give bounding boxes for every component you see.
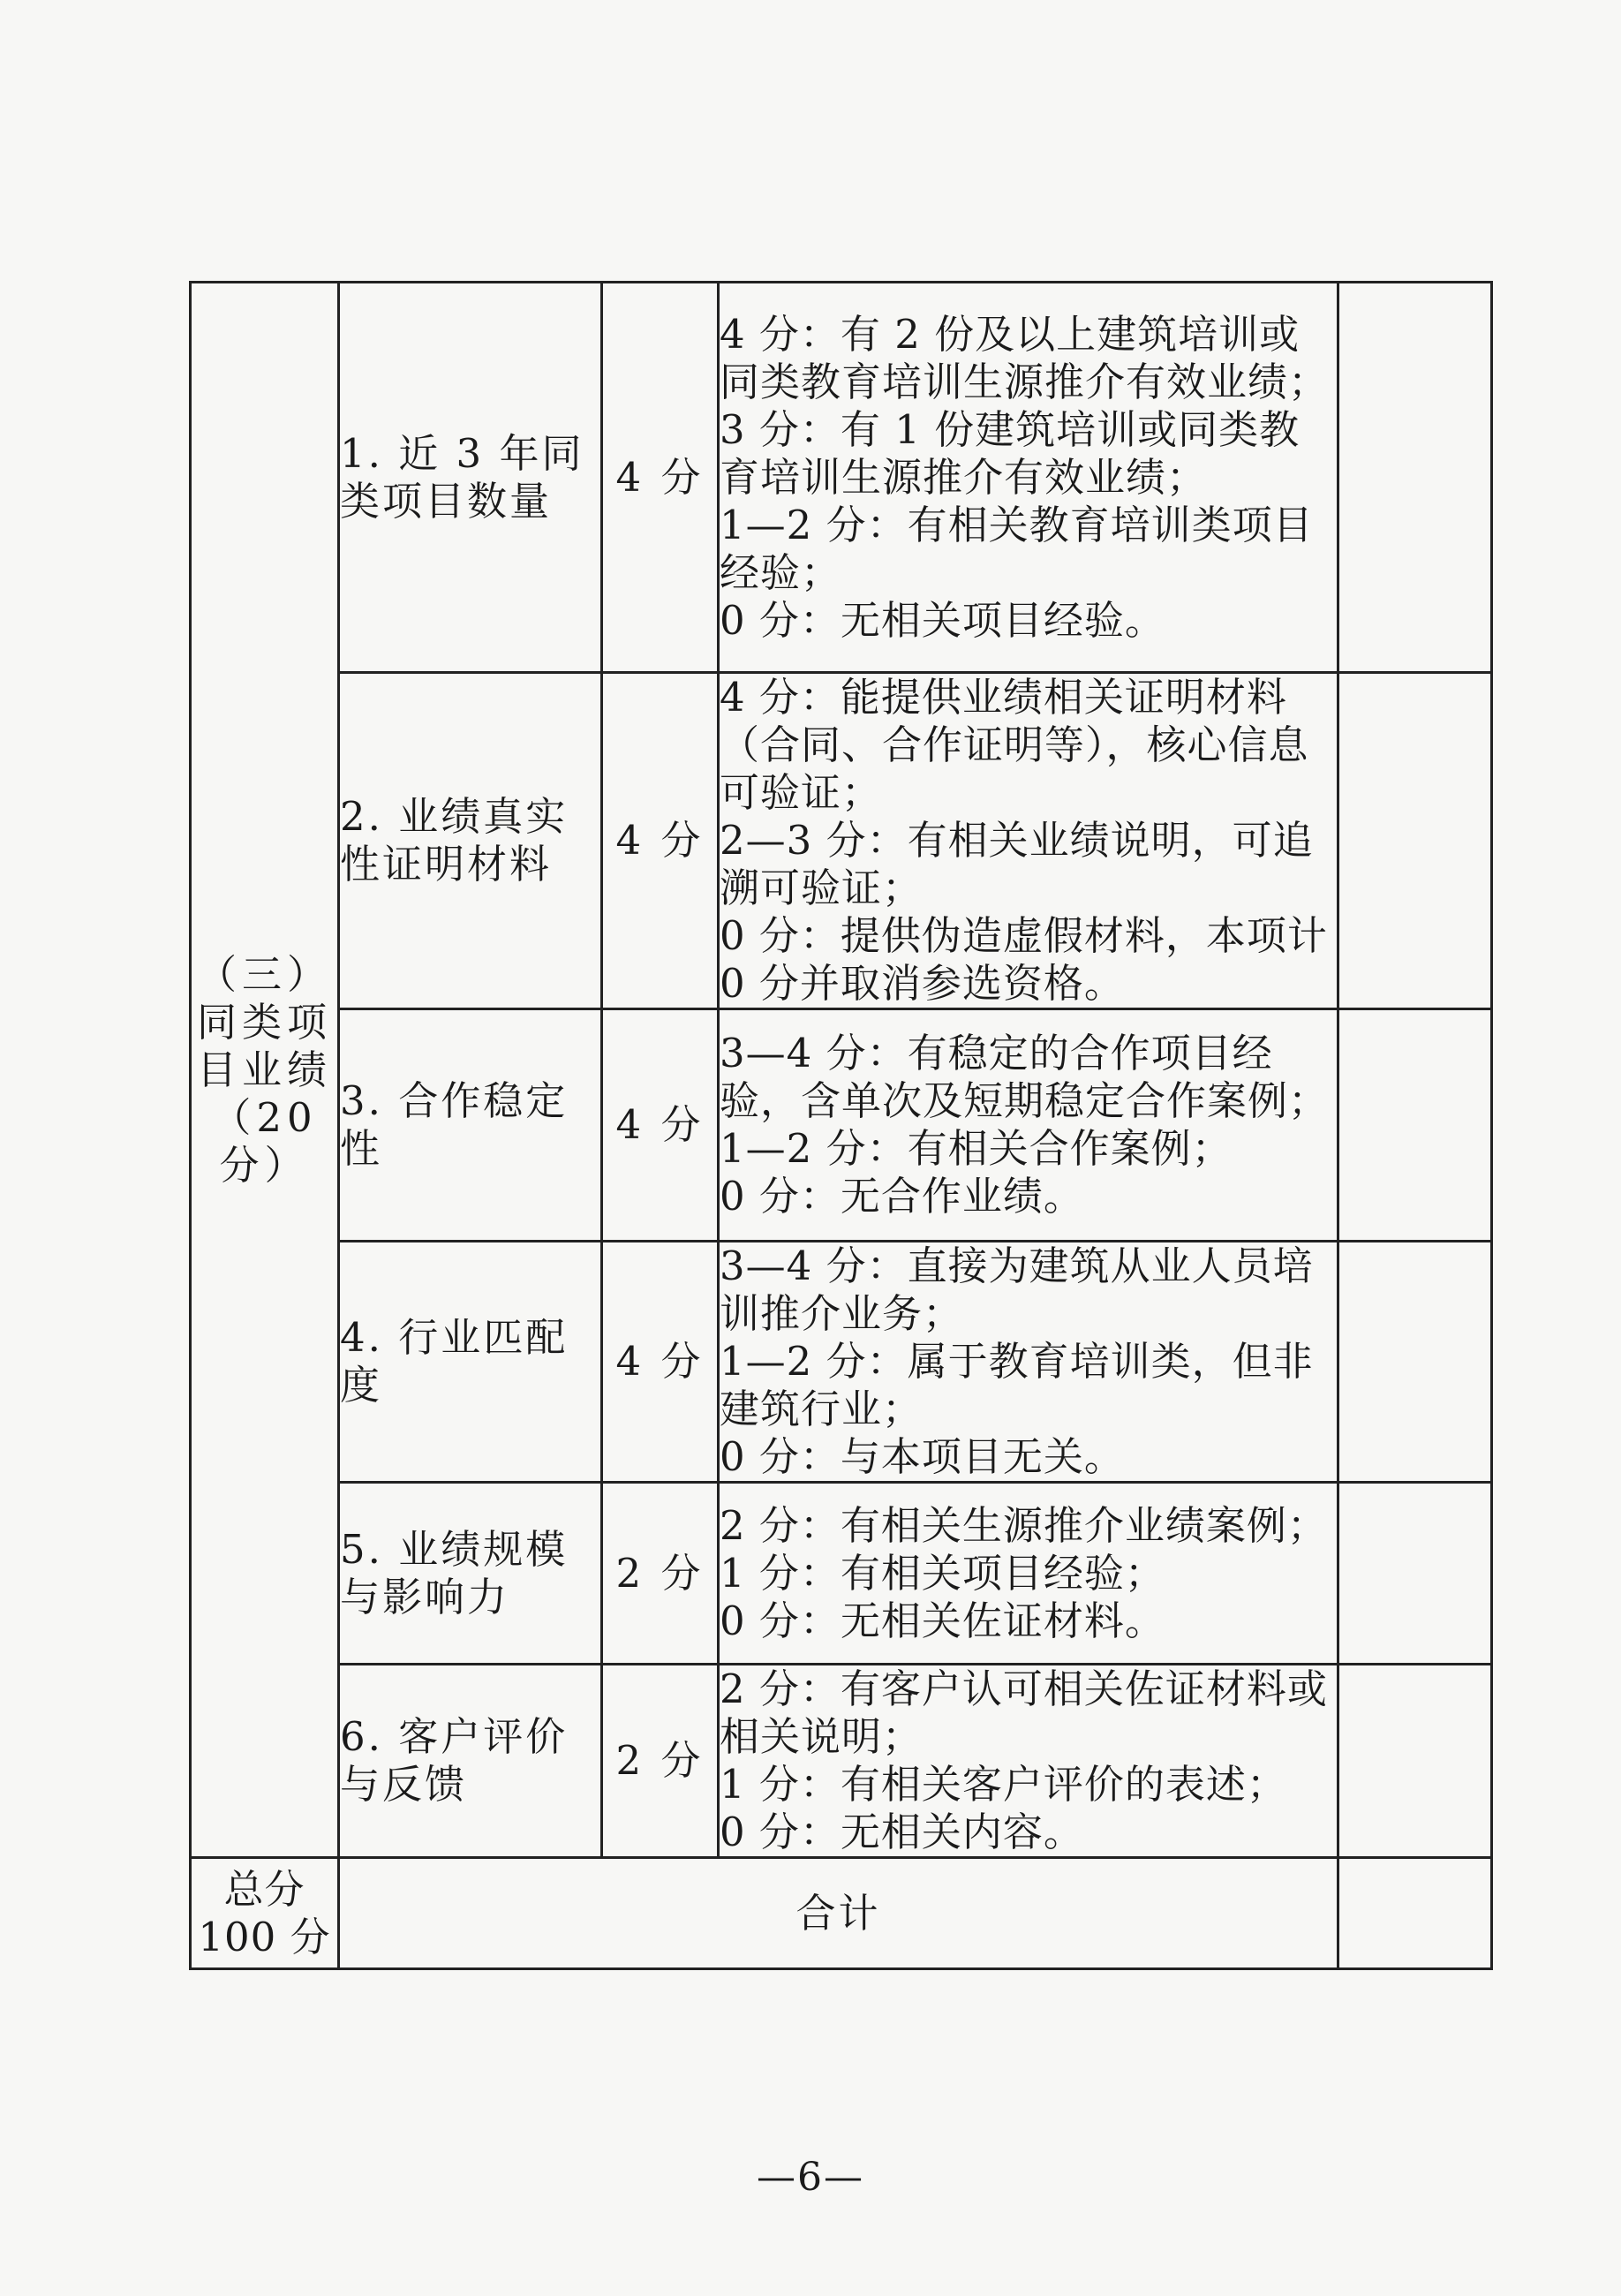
- item-name: 1. 近 3 年同类项目数量: [339, 283, 602, 673]
- criteria-line: 3 分：有 1 份建筑培训或同类教育培训生源推介有效业绩；: [720, 405, 1301, 501]
- item-name: 4. 行业匹配度: [339, 1242, 602, 1483]
- scoring-criteria: [719, 283, 1338, 673]
- item-name: 3. 合作稳定性: [339, 1009, 602, 1242]
- criteria-line: 1 分：有相关项目经验；: [720, 1549, 1165, 1597]
- result-cell[interactable]: [1338, 283, 1492, 673]
- total-row: [191, 1858, 1492, 1969]
- criteria-line: 1—2 分：属于教育培训类，但非建筑行业；: [720, 1338, 1314, 1432]
- total-label: 总分 100 分: [191, 1858, 339, 1969]
- item-score: 2 分: [602, 1665, 719, 1858]
- item-name: 5. 业绩规模与影响力: [339, 1483, 602, 1665]
- scoring-criteria: [719, 673, 1338, 1009]
- result-cell[interactable]: [1338, 1483, 1492, 1665]
- criteria-line: 2—3 分：有相关业绩说明，可追溯可验证；: [720, 817, 1314, 911]
- category-label: （三）同类项目业绩（20分）: [191, 283, 339, 1858]
- result-cell[interactable]: [1338, 1665, 1492, 1858]
- criteria-line: 2 分：有相关生源推介业绩案例；: [720, 1501, 1328, 1549]
- item-name: 2. 业绩真实性证明材料: [339, 673, 602, 1009]
- criteria-line: 1 分：有相关客户评价的表述；: [720, 1761, 1287, 1808]
- criteria-line: 4 分：能提供业绩相关证明材料（合同、合作证明等），核心信息可验证；: [720, 674, 1309, 816]
- result-cell[interactable]: [1338, 1009, 1492, 1242]
- item-score: 4 分: [602, 1009, 719, 1242]
- item-name: 6. 客户评价与反馈: [339, 1665, 602, 1858]
- table-row: [191, 1242, 1492, 1483]
- scoring-criteria: [719, 1665, 1338, 1858]
- item-score: 2 分: [602, 1483, 719, 1665]
- total-result-cell[interactable]: [1338, 1858, 1492, 1969]
- criteria-line: 0 分：无相关内容。: [720, 1809, 1084, 1855]
- criteria-line: 1—2 分：有相关合作案例；: [720, 1125, 1233, 1172]
- criteria-line: 0 分：无相关项目经验。: [720, 596, 1165, 644]
- table-row: [191, 1009, 1492, 1242]
- criteria-line: 0 分：提供伪造虚假材料，本项计 0 分并取消参选资格。: [720, 912, 1328, 1007]
- table-row: [191, 283, 1492, 673]
- result-cell[interactable]: [1338, 673, 1492, 1009]
- criteria-line: 0 分：无相关佐证材料。: [720, 1597, 1165, 1644]
- scoring-table: [189, 281, 1493, 1970]
- scoring-criteria: [719, 1483, 1338, 1665]
- result-cell[interactable]: [1338, 1242, 1492, 1483]
- page-number: —6—: [757, 2155, 864, 2200]
- scoring-criteria: [719, 1242, 1338, 1483]
- table-row: [191, 1665, 1492, 1858]
- total-sum-label: 合计: [339, 1858, 1338, 1969]
- criteria-line: 3—4 分：有稳定的合作项目经验，含单次及短期稳定合作案例；: [720, 1030, 1330, 1124]
- item-score: 4 分: [602, 283, 719, 673]
- item-score: 4 分: [602, 673, 719, 1009]
- criteria-line: 2 分：有客户认可相关佐证材料或相关说明；: [720, 1665, 1328, 1760]
- table-row: [191, 1483, 1492, 1665]
- item-score: 4 分: [602, 1242, 719, 1483]
- criteria-line: 0 分：无合作业绩。: [720, 1173, 1084, 1220]
- criteria-line: 4 分：有 2 份及以上建筑培训或同类教育培训生源推介有效业绩；: [720, 310, 1330, 405]
- criteria-line: 1—2 分：有相关教育培训类项目经验；: [720, 501, 1314, 596]
- criteria-line: 0 分：与本项目无关。: [720, 1433, 1125, 1480]
- criteria-line: 3—4 分：直接为建筑从业人员培训推介业务；: [720, 1242, 1314, 1337]
- table-row: [191, 673, 1492, 1009]
- scoring-criteria: [719, 1009, 1338, 1242]
